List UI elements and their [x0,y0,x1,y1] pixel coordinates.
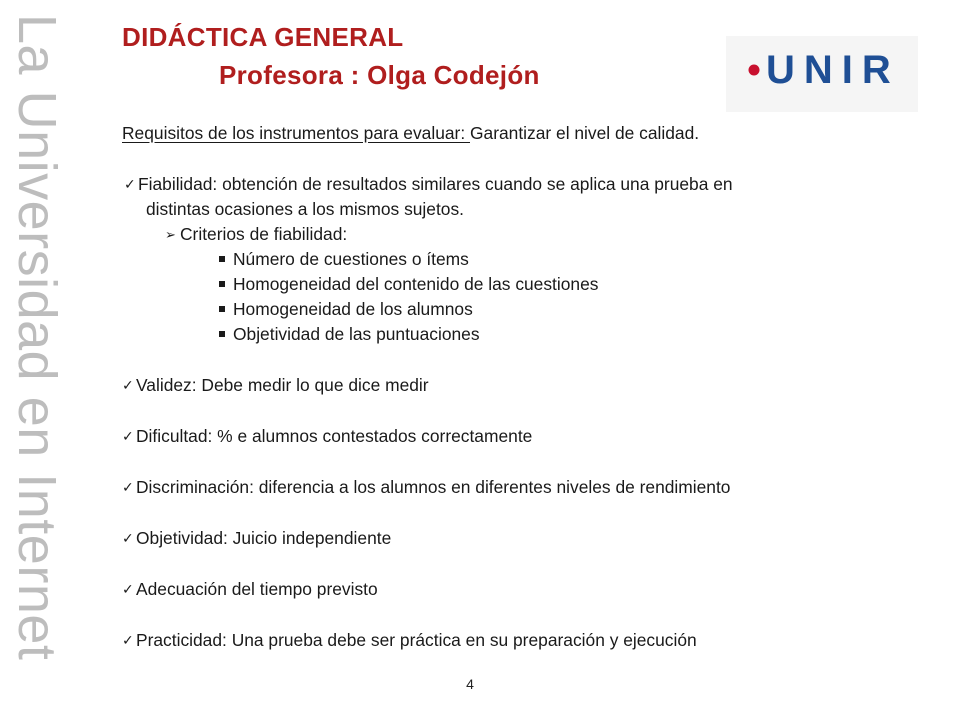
criterio-item: Homogeneidad de los alumnos [122,297,902,322]
requisitos-label: Requisitos de los instrumentos para evaluar: [122,123,470,143]
page-number: 4 [466,676,474,692]
requisitos-text: Garantizar el nivel de calidad. [470,123,700,143]
side-watermark-text: La Universidad en Internet [7,14,67,661]
slide-subtitle: Profesora : Olga Codejón [219,60,540,90]
check-icon: ✓ [122,377,134,393]
validez-line [122,373,902,398]
fiabilidad-line-1 [122,172,902,197]
discriminacion-text: Discriminación: diferencia a los alumnos en diferentes niveles de rendimiento [136,477,731,497]
check-icon: ✓ [122,632,134,648]
practicidad-line [122,628,902,653]
criterios-line [122,222,902,247]
square-bullet-icon [219,281,225,287]
practicidad-text: Practicidad: Una prueba debe ser práctica en su preparación y ejecución [136,630,697,650]
check-icon: ✓ [122,530,134,546]
square-bullet-icon [219,306,225,312]
check-icon: ✓ [122,428,134,444]
criterio-item: Homogeneidad del contenido de las cuestiones [122,272,902,297]
dificultad-text: Dificultad: % e alumnos contestados correctamente [136,426,533,446]
logo-red-dot [749,65,760,76]
objetividad-line [122,526,902,551]
adecuacion-text: Adecuación del tiempo previsto [136,579,378,599]
arrow-bullet-icon: ➢ [165,227,176,242]
criterio-item: Número de cuestiones o ítems [122,247,902,272]
criterio-item: Objetividad de las puntuaciones [122,322,902,347]
fiabilidad-line-2: distintas ocasiones a los mismos sujetos. [146,199,464,219]
validez-text: Validez: Debe medir lo que dice medir [136,375,429,395]
adecuacion-line [122,577,902,602]
requisitos-line [122,121,902,146]
square-bullet-icon [219,256,225,262]
slide-title: DIDÁCTICA GENERAL [122,22,404,52]
check-icon: ✓ [122,479,134,495]
check-icon: ✓ [124,176,136,192]
discriminacion-line [122,475,902,500]
slide-content [122,121,902,653]
dificultad-line [122,424,902,449]
unir-logo [726,36,918,112]
check-icon: ✓ [122,581,134,597]
fiabilidad-text-1: Fiabilidad: obtención de resultados similares cuando se aplica una prueba en [138,174,733,194]
criterios-label: Criterios de fiabilidad: [180,224,348,244]
logo-text: UNIR [766,48,900,92]
square-bullet-icon [219,331,225,337]
objetividad-text: Objetividad: Juicio independiente [136,528,392,548]
